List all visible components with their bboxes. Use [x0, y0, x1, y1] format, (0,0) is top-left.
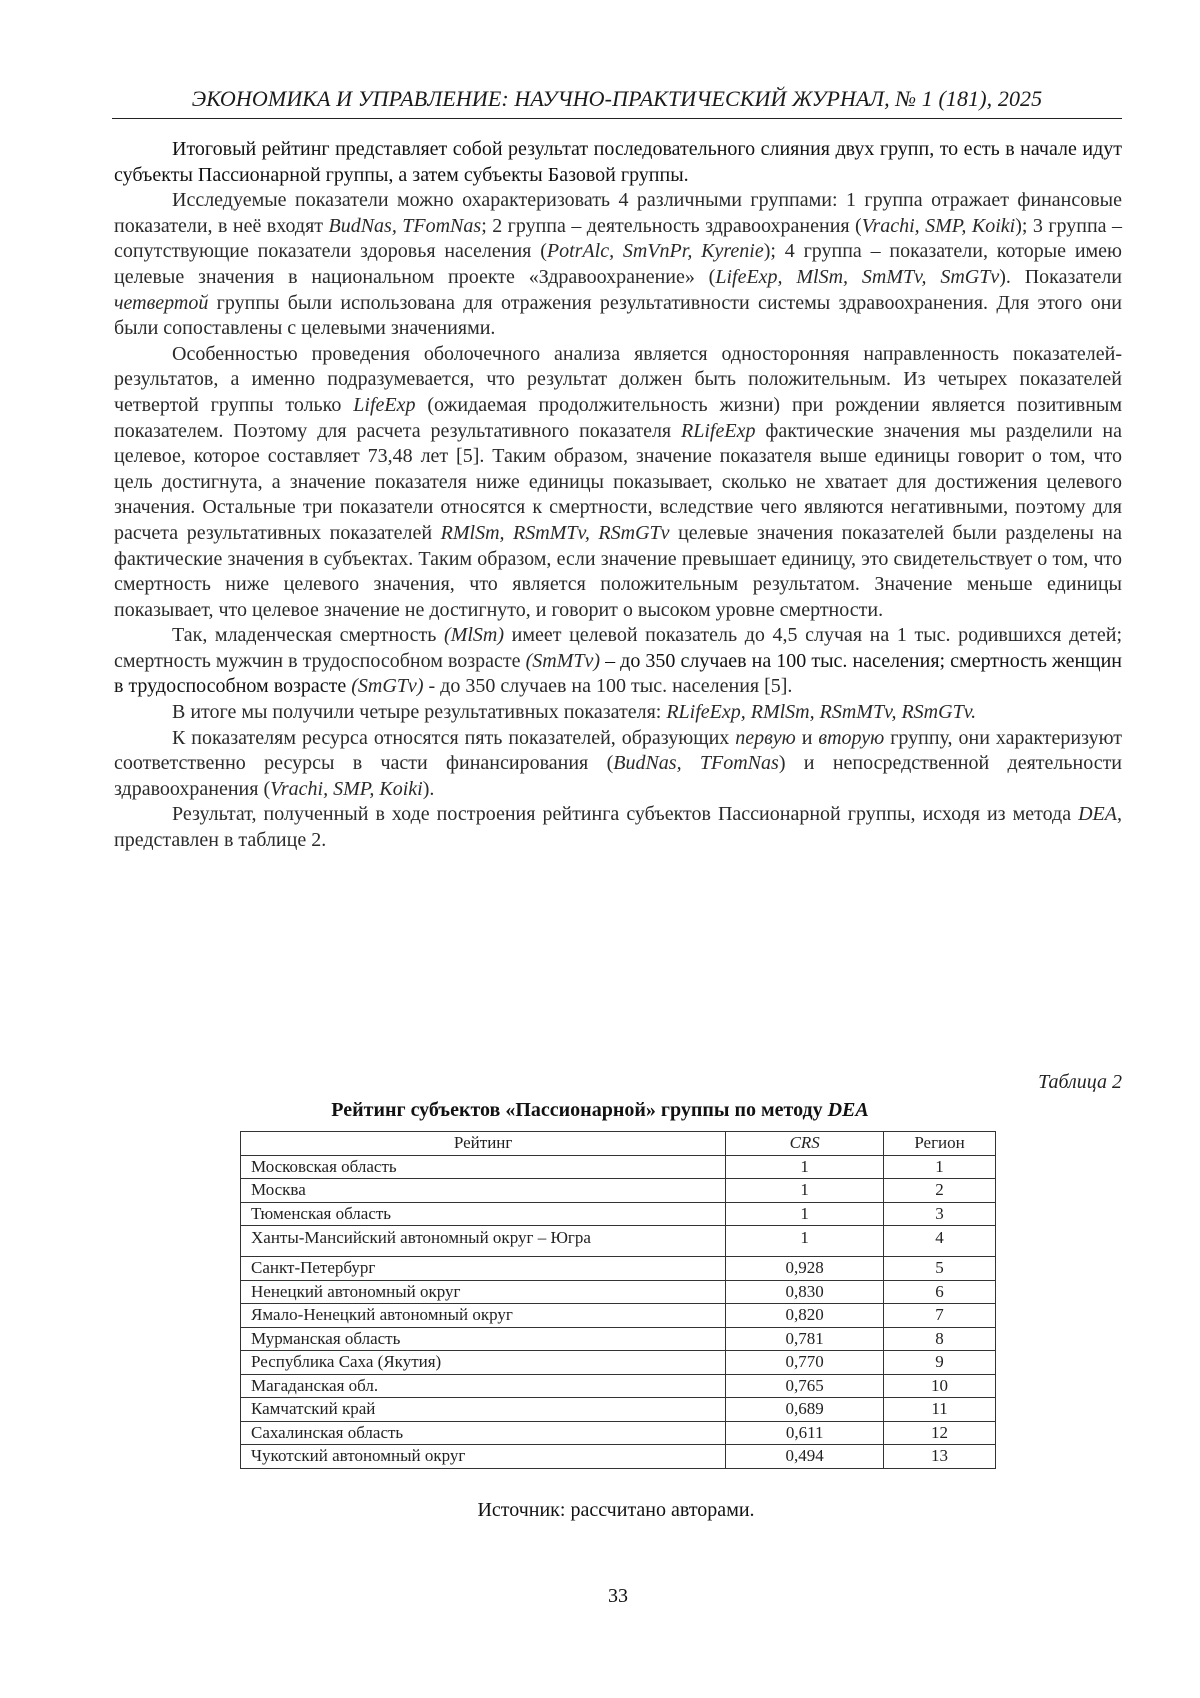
table-row: [241, 1421, 996, 1445]
crs-cell: 1: [726, 1202, 884, 1226]
emphasis-text: RMlSm, RSmMTv, RSmGTv: [440, 521, 670, 544]
region-name-cell: Тюменская область: [241, 1202, 726, 1226]
region-name-cell: Московская область: [241, 1155, 726, 1179]
paragraph-text: группу, они характеризуют соответственно ресурсы в части финансирования (: [114, 726, 1123, 775]
crs-cell: 1: [726, 1155, 884, 1179]
emphasis-text: LifeExp: [353, 393, 416, 416]
crs-cell: 0,928: [726, 1257, 884, 1281]
paragraph-text: - до 350 случаев на 100 тыс. населения [5].: [423, 675, 793, 698]
crs-cell: 1: [726, 1179, 884, 1203]
paragraph-text: ); 4 группа – показатели, которые имею целевые значения в национальном проекте «Здравоохранение» (: [114, 240, 1123, 288]
table-row: [241, 1179, 996, 1203]
region-name-cell: Сахалинская область: [241, 1421, 726, 1445]
table-row: [241, 1327, 996, 1351]
rank-cell: 5: [884, 1257, 996, 1281]
paragraph-text: ). Показатели: [999, 265, 1123, 288]
emphasis-text: Vrachi, SMP, Koiki: [270, 777, 423, 800]
table-source-note: Источник: рассчитано авторами.: [477, 1499, 755, 1521]
rating-table: [240, 1131, 996, 1469]
header-divider: [112, 118, 1122, 119]
emphasis-text: четвертой: [114, 291, 209, 314]
table-row: [241, 1202, 996, 1226]
rank-cell: 13: [884, 1445, 996, 1469]
paragraph-text: К показателям ресурса относятся пять показателей, образующих: [172, 726, 736, 749]
emphasis-text: (SmMTv): [525, 649, 601, 672]
rank-cell: 3: [884, 1202, 996, 1226]
emphasis-text: DEA: [1078, 803, 1117, 826]
table-header-row: [241, 1132, 996, 1156]
table-row: [241, 1351, 996, 1375]
paragraph-text: фактические значения мы разделили на целевое, которое составляет 73,48 лет [5]. Таким образом, значение показателя выше единицы говорит о том, что цель достигнута, а значение показателя ниже единицы показывает, сколько не хватает для достижения целевого значения. Остальные три показатели относятся к смертности, вследствие чего являются негативными, поэтому для расчета результативных показателей: [114, 419, 1122, 544]
crs-cell: 0,781: [726, 1327, 884, 1351]
table-title: [0, 1099, 1200, 1122]
paragraph: [114, 726, 1122, 803]
paragraph-text: ).: [422, 777, 435, 800]
region-name-cell: Магаданская обл.: [241, 1374, 726, 1398]
paragraph-text: и: [795, 726, 819, 749]
region-name-cell: Республика Саха (Якутия): [241, 1351, 726, 1375]
crs-cell: 0,765: [726, 1374, 884, 1398]
table-row: [241, 1374, 996, 1398]
paragraph: [114, 802, 1122, 853]
paragraph-text: ; 2 группа – деятельность здравоохранения (: [481, 214, 862, 237]
paragraph: [114, 188, 1122, 342]
rank-cell: 9: [884, 1351, 996, 1375]
running-header: ЭКОНОМИКА И УПРАВЛЕНИЕ: НАУЧНО-ПРАКТИЧЕСКИЙ ЖУРНАЛ, № 1 (181), 2025: [191, 86, 1043, 111]
page-number: 33: [608, 1585, 628, 1607]
emphasis-text: PotrAlc, SmVnPr, Kyrenie: [546, 240, 764, 263]
rank-cell: 6: [884, 1280, 996, 1304]
crs-cell: 1: [726, 1226, 884, 1257]
emphasis-text: RLifeExp, RMlSm, RSmMTv, RSmGTv.: [666, 701, 977, 724]
emphasis-text: Vrachi, SMP, Koiki: [861, 214, 1016, 237]
crs-cell: 0,689: [726, 1398, 884, 1422]
region-name-cell: Чукотский автономный округ: [241, 1445, 726, 1469]
region-name-cell: Ямало-Ненецкий автономный округ: [241, 1304, 726, 1328]
region-name-cell: Мурманская область: [241, 1327, 726, 1351]
rank-cell: 1: [884, 1155, 996, 1179]
paragraph-text: Результат, полученный в ходе построения рейтинга субъектов Пассионарной группы, исходя из метода: [172, 803, 1079, 826]
paragraph-text: ); 3 группа – сопутствующие показатели здоровья населения (: [114, 214, 1122, 263]
column-header-region: Регион: [884, 1132, 996, 1156]
rank-cell: 10: [884, 1374, 996, 1398]
table-label: Таблица 2: [1038, 1071, 1122, 1093]
table-row: [241, 1155, 996, 1179]
table-row: [241, 1226, 996, 1257]
rank-cell: 8: [884, 1327, 996, 1351]
table-title-text: Рейтинг субъектов «Пассионарной» группы по методу: [331, 1099, 828, 1121]
region-name-cell: Москва: [241, 1179, 726, 1203]
rank-cell: 4: [884, 1226, 996, 1257]
paragraph-text: – до 350 случаев на 100 тыс. населения; смертность женщин в трудоспособном возрасте: [114, 649, 1122, 698]
table-row: [241, 1445, 996, 1469]
crs-cell: 0,830: [726, 1280, 884, 1304]
paragraph: [114, 342, 1122, 624]
rank-cell: 7: [884, 1304, 996, 1328]
rank-cell: 12: [884, 1421, 996, 1445]
region-name-cell: Санкт-Петербург: [241, 1257, 726, 1281]
paragraph-text: В итоге мы получили четыре результативных показателя:: [172, 701, 667, 724]
emphasis-text: (SmGTv): [351, 675, 424, 698]
emphasis-text: вторую: [818, 726, 885, 749]
paragraph-text: Так, младенческая смертность: [172, 624, 445, 647]
paragraph-text: Исследуемые показатели можно охарактеризовать 4 различными группами: 1 группа отражает финансовые показатели, в неё входят: [114, 189, 1122, 237]
crs-cell: 0,611: [726, 1421, 884, 1445]
emphasis-text: первую: [735, 726, 796, 749]
table-row: [241, 1280, 996, 1304]
rank-cell: 2: [884, 1179, 996, 1203]
paragraph-text: ) и непосредственной деятельности здравоохранения (: [114, 752, 1123, 800]
crs-cell: 0,820: [726, 1304, 884, 1328]
emphasis-text: BudNas, TFomNas: [328, 214, 482, 237]
crs-cell: 0,494: [726, 1445, 884, 1469]
paragraph: [114, 137, 1122, 188]
paragraph-text: имеет целевой показатель до 4,5 случая на 1 тыс. родившихся детей; смертность мужчин в трудоспособном возрасте: [114, 624, 1123, 672]
paragraph-text: , представлен в таблице 2.: [114, 803, 1122, 852]
rank-cell: 11: [884, 1398, 996, 1422]
paragraph-text: (ожидаемая продолжительность жизни) при рождении является позитивным показателем. Поэтому для расчета результативного показателя: [114, 393, 1122, 442]
region-name-cell: Ханты-Мансийский автономный округ – Югра: [241, 1226, 726, 1257]
paragraph-text: Итоговый рейтинг представляет собой результат последовательного слияния двух групп, то есть в начале идут субъекты Пассионарной группы, а затем субъекты Базовой группы.: [114, 138, 1122, 186]
paragraph: [114, 700, 1122, 726]
region-name-cell: Камчатский край: [241, 1398, 726, 1422]
table-title-method: DEA: [827, 1099, 869, 1121]
column-header-crs: CRS: [726, 1132, 884, 1156]
paragraph: [114, 623, 1122, 700]
table-body: [241, 1155, 996, 1468]
paragraph-text: целевые значения показателей были разделены на фактические значения в субъектах. Таким образом, если значение превышает единицу, это свидетельствует о том, что смертность ниже целевого значения, что является положительным результатом. Значение меньше единицы показывает, что целевое значение не достигнуто, и говорит о высоком уровне смертности.: [114, 521, 1122, 621]
paragraph-text: Особенностью проведения оболочечного анализа является односторонняя направленность показателей-результатов, а именно подразумевается, что результат должен быть положительным. Из четырех показателей четвертой группы только: [114, 342, 1122, 416]
table-row: [241, 1304, 996, 1328]
emphasis-text: RLifeExp: [681, 419, 756, 442]
body-text: [114, 137, 1122, 854]
column-header-rating: Рейтинг: [241, 1132, 726, 1156]
crs-cell: 0,770: [726, 1351, 884, 1375]
paragraph-text: группы были использована для отражения результативности системы здравоохранения. Для этого они были сопоставлены с целевыми значениями.: [114, 291, 1122, 340]
table-row: [241, 1257, 996, 1281]
emphasis-text: BudNas, TFomNas: [613, 752, 779, 775]
emphasis-text: (MlSm): [444, 624, 505, 647]
region-name-cell: Ненецкий автономный округ: [241, 1280, 726, 1304]
emphasis-text: LifeExp, MlSm, SmMTv, SmGTv: [715, 265, 1000, 288]
table-row: [241, 1398, 996, 1422]
